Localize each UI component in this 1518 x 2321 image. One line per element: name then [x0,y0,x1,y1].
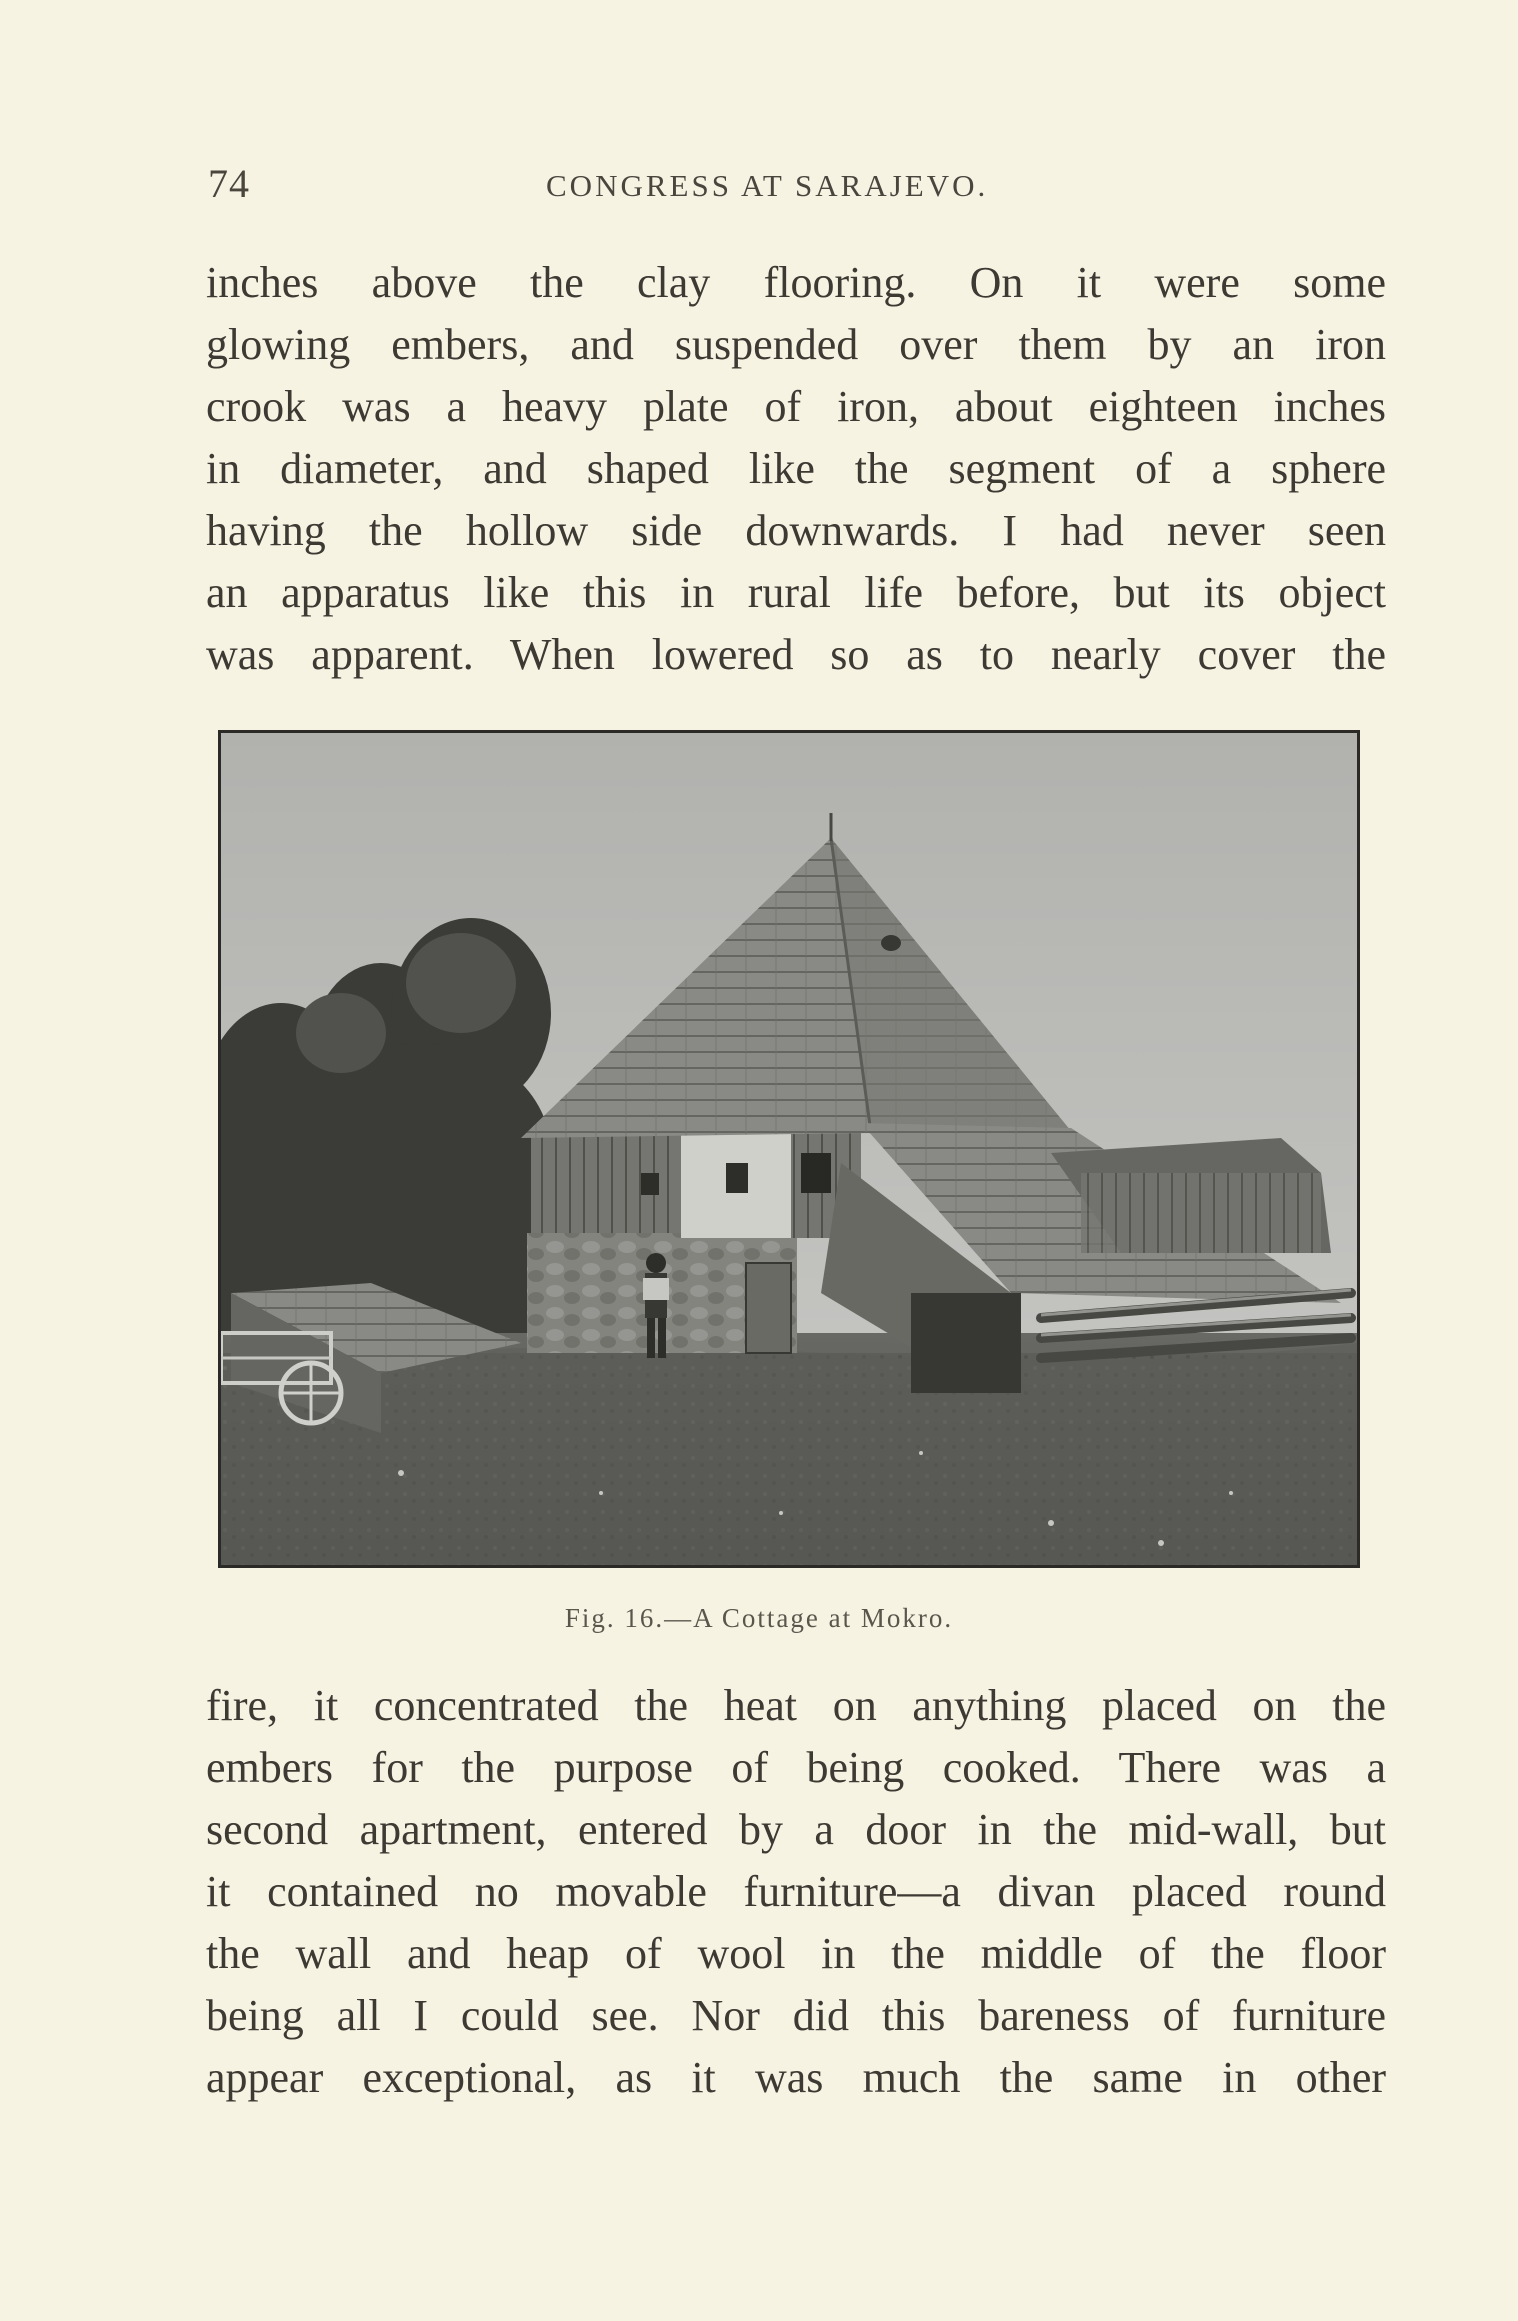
text-line: glowing embers, and suspended over them by an iron [206,320,1386,369]
text-line: crook was a heavy plate of iron, about eighteen inches [206,382,1386,431]
text-line: having the hollow side downwards. I had never seen [206,506,1386,555]
text-line: an apparatus like this in rural life before, but its object [206,568,1386,617]
body-paragraph-bottom [206,1675,1386,2109]
text-line: being all I could see. Nor did this bareness of furniture [206,1991,1386,2040]
text-line: fire, it concentrated the heat on anything placed on the [206,1681,1386,1730]
text-line: embers for the purpose of being cooked. There was a [206,1743,1386,1792]
running-head: CONGRESS AT SARAJEVO. [546,168,989,203]
text-line: the wall and heap of wool in the middle of the floor [206,1929,1386,1978]
figure-caption: Fig. 16.—A Cottage at Mokro. [564,1603,954,1633]
text-line: second apartment, entered by a door in the mid-wall, but [206,1805,1386,1854]
text-line: was apparent. When lowered so as to nearly cover the [206,630,1386,679]
cottage-photograph [218,730,1360,1568]
text-line: in diameter, and shaped like the segment of a sphere [206,444,1386,493]
body-paragraph-top [206,252,1386,686]
text-line: appear exceptional, as it was much the same in other [206,2053,1386,2102]
text-line: inches above the clay flooring. On it were some [206,258,1386,307]
page-number: 74 [208,161,250,206]
text-line: it contained no movable furniture—a divan placed round [206,1867,1386,1916]
